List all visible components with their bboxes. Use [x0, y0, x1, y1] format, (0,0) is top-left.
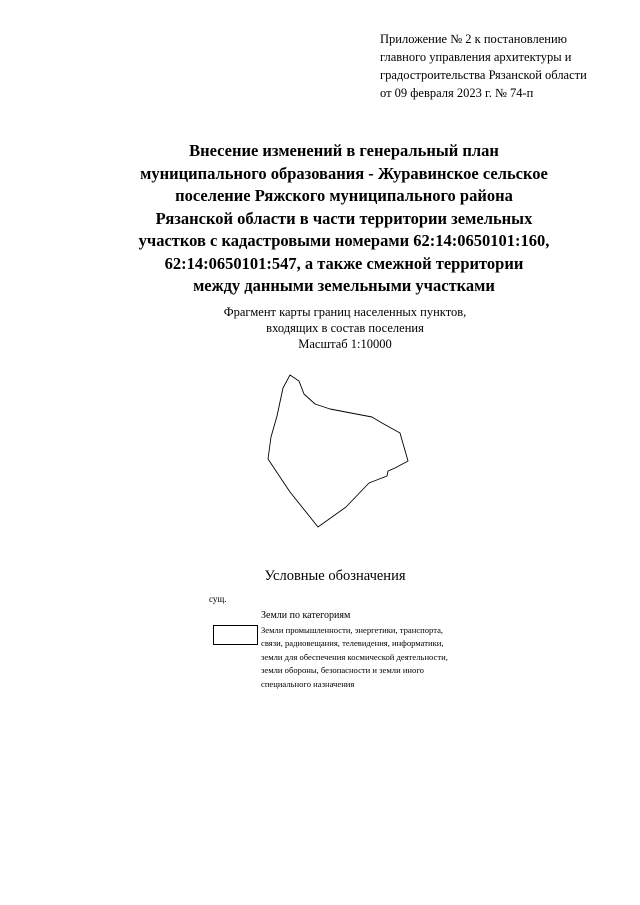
- legend-category-heading: Земли по категориям: [261, 610, 351, 621]
- map-subtitle: [120, 304, 570, 352]
- appendix-line: градостроительства Рязанской области: [380, 68, 587, 82]
- subtitle-line: входящих в состав поселения: [266, 321, 424, 335]
- legend-description: [261, 624, 491, 691]
- subtitle-line: Масштаб 1:10000: [298, 337, 392, 351]
- title-line: между данными земельными участками: [193, 276, 495, 295]
- document-title: [90, 140, 598, 298]
- appendix-line: от 09 февраля 2023 г. № 74-п: [380, 86, 534, 100]
- legend-swatch: [213, 625, 258, 645]
- subtitle-line: Фрагмент карты границ населенных пунктов,: [223, 305, 467, 319]
- title-line: поселение Ряжского муниципального района: [175, 186, 513, 205]
- title-line: участков с кадастровыми номерами 62:14:0650101:160,: [138, 231, 550, 250]
- title-line: 62:14:0650101:547, а также смежной территории: [164, 253, 524, 273]
- legend-title: Условные обозначения: [264, 568, 406, 584]
- title-line: Внесение изменений в генеральный план: [189, 141, 499, 160]
- title-line: муниципального образования - Журавинское сельское: [140, 163, 548, 183]
- title-line: Рязанской области в части территории земельных: [155, 208, 533, 228]
- legend-abbreviation: сущ.: [209, 594, 227, 604]
- legend-description-line: земли для обеспечения космической деятельности,: [261, 651, 448, 662]
- appendix-line: Приложение № 2 к постановлению: [380, 32, 567, 46]
- map-fragment: [255, 368, 425, 538]
- settlement-boundary: [268, 375, 408, 527]
- legend-description-line: специального назначения: [261, 678, 355, 689]
- legend-description-line: связи, радиовещания, телевидения, информатики,: [261, 638, 444, 649]
- legend-description-line: земли обороны, безопасности и земли иного: [261, 665, 424, 676]
- appendix-line: главного управления архитектуры и: [380, 50, 572, 64]
- appendix-header: [380, 30, 625, 102]
- legend-description-line: Земли промышленности, энергетики, транспорта,: [261, 625, 444, 635]
